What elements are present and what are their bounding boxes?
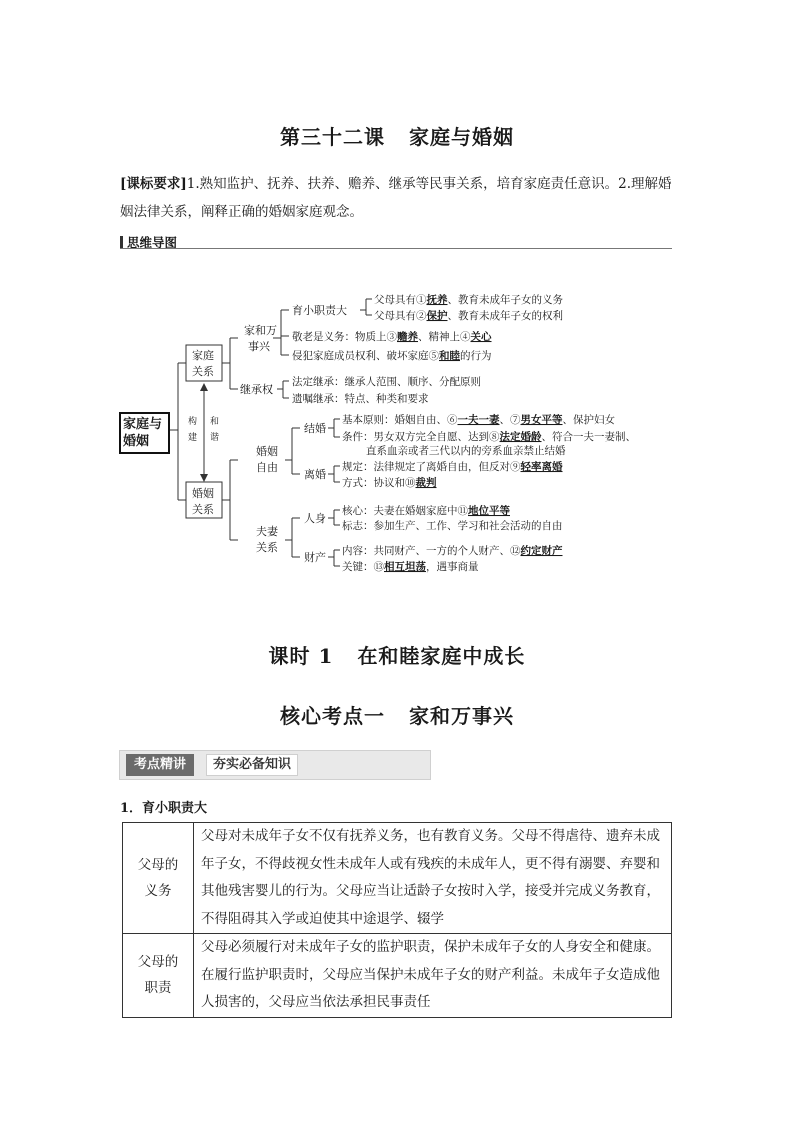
core-point-title xyxy=(0,700,794,729)
jiahe-label-2: 事兴 xyxy=(248,340,270,353)
standard-tag: [课标要求] xyxy=(120,176,187,192)
row-content: 父母对未成年子女不仅有抚养义务，也有教育义务。父母不得虐待、遗弃未成年子女，不得歧视女性未成年人或有残疾的未成年人，更不得有溺婴、弃婴和其他残害婴儿的行为。父母应当让适龄子女按时入学，接受并完成义务教育，不得阻碍其入学或迫使其中途退学、辍学 xyxy=(194,823,672,934)
fuqi-label-1: 夫妻 xyxy=(256,525,278,538)
lesson-number: 第三十二课 xyxy=(280,125,385,149)
jiehun-line-2: 条件：男女双方完全自愿、达到⑧法定婚龄、符合一夫一妻制、 xyxy=(342,431,636,443)
family-label-2: 关系 xyxy=(192,365,214,378)
yizhu-line: 遗嘱继承：特点、种类和要求 xyxy=(292,393,429,405)
renshen-label: 人身 xyxy=(304,512,326,525)
caichan-line-2: 关键：⑬相互坦荡，遇事商量 xyxy=(342,561,479,573)
marriage-label-1: 婚姻 xyxy=(192,487,214,500)
lesson-period: 课时 1 xyxy=(268,644,334,668)
row-content: 父母必须履行对未成年子女的监护职责，保护未成年子女的人身安全和健康。在履行监护职责时，父母应当保护未成年子女的财产利益。未成年子女造成他人损害的，父母应当依法承担民事责任 xyxy=(194,934,672,1018)
mindmap-heading-label: 思维导图 xyxy=(127,235,178,250)
standard-text: 1.熟知监护、抚养、扶养、赡养、继承等民事关系，培育家庭责任意识。2.理解婚姻法律关系，阐释正确的婚姻家庭观念。 xyxy=(120,176,672,220)
section-banner xyxy=(119,750,431,780)
lesson-subtitle xyxy=(0,640,794,669)
jicheng-label: 继承权 xyxy=(240,383,273,396)
root-label-1: 家庭与 xyxy=(123,417,163,432)
jiehun-line-3: 直系血亲或者三代以内的旁系血亲禁止结婚 xyxy=(366,445,566,457)
renshen-line-2: 标志：参加生产、工作、学习和社会活动的自由 xyxy=(342,520,563,532)
hunyin-ziyou-label-1: 婚姻 xyxy=(256,445,278,458)
lihun-line-2: 方式：协议和⑩裁判 xyxy=(342,477,437,489)
qinfan-line: 侵犯家庭成员权利、破坏家庭⑤和睦的行为 xyxy=(292,350,492,362)
table-row xyxy=(123,823,672,934)
link-left-2: 建 xyxy=(188,433,198,443)
yuxiao-line-1: 父母具有①抚养、教育未成年子女的义务 xyxy=(374,294,563,306)
marriage-label-2: 关系 xyxy=(192,503,214,516)
yuxiao-line-2: 父母具有②保护、教育未成年子女的权利 xyxy=(374,310,563,322)
row-header: 父母的 职责 xyxy=(123,934,194,1018)
renshen-line-1: 核心：夫妻在婚姻家庭中⑪地位平等 xyxy=(342,505,510,517)
link-left-1: 构 xyxy=(188,417,198,427)
link-right-2: 谐 xyxy=(210,433,220,443)
lihun-label: 离婚 xyxy=(304,468,326,481)
family-label-1: 家庭 xyxy=(192,349,214,362)
banner-right-label: 夯实必备知识 xyxy=(206,754,298,776)
lesson-period-name: 在和睦家庭中成长 xyxy=(357,644,526,668)
caichan-line-1: 内容：共同财产、一方的个人财产、⑫约定财产 xyxy=(342,545,563,557)
core-point-name: 家和万事兴 xyxy=(409,704,514,728)
yuxiao-label: 育小职责大 xyxy=(292,304,347,317)
core-point-number: 核心考点一 xyxy=(280,704,385,728)
fading-line: 法定继承：继承人范围、顺序、分配原则 xyxy=(292,376,481,388)
link-right-1: 和 xyxy=(210,417,220,427)
lihun-line-1: 规定：法律规定了离婚自由，但反对⑨轻率离婚 xyxy=(342,461,563,473)
fuqi-label-2: 关系 xyxy=(256,541,278,554)
hunyin-ziyou-label-2: 自由 xyxy=(256,461,278,474)
table-row xyxy=(123,934,672,1018)
section-heading: 1．育小职责大 xyxy=(120,801,208,816)
root-label-2: 婚姻 xyxy=(123,434,150,449)
caichan-label: 财产 xyxy=(304,551,326,564)
banner-left-label: 考点精讲 xyxy=(126,754,194,776)
jinglao-line: 敬老是义务：物质上③赡养、精神上④关心 xyxy=(292,331,492,343)
jiehun-label: 结婚 xyxy=(304,422,326,435)
jiehun-line-1: 基本原则：婚姻自由、⑥一夫一妻、⑦男女平等、保护妇女 xyxy=(342,414,615,426)
duty-table xyxy=(122,822,672,1018)
jiahe-label-1: 家和万 xyxy=(244,324,277,337)
row-header: 父母的 义务 xyxy=(123,823,194,934)
lesson-name: 家庭与婚姻 xyxy=(409,125,514,149)
